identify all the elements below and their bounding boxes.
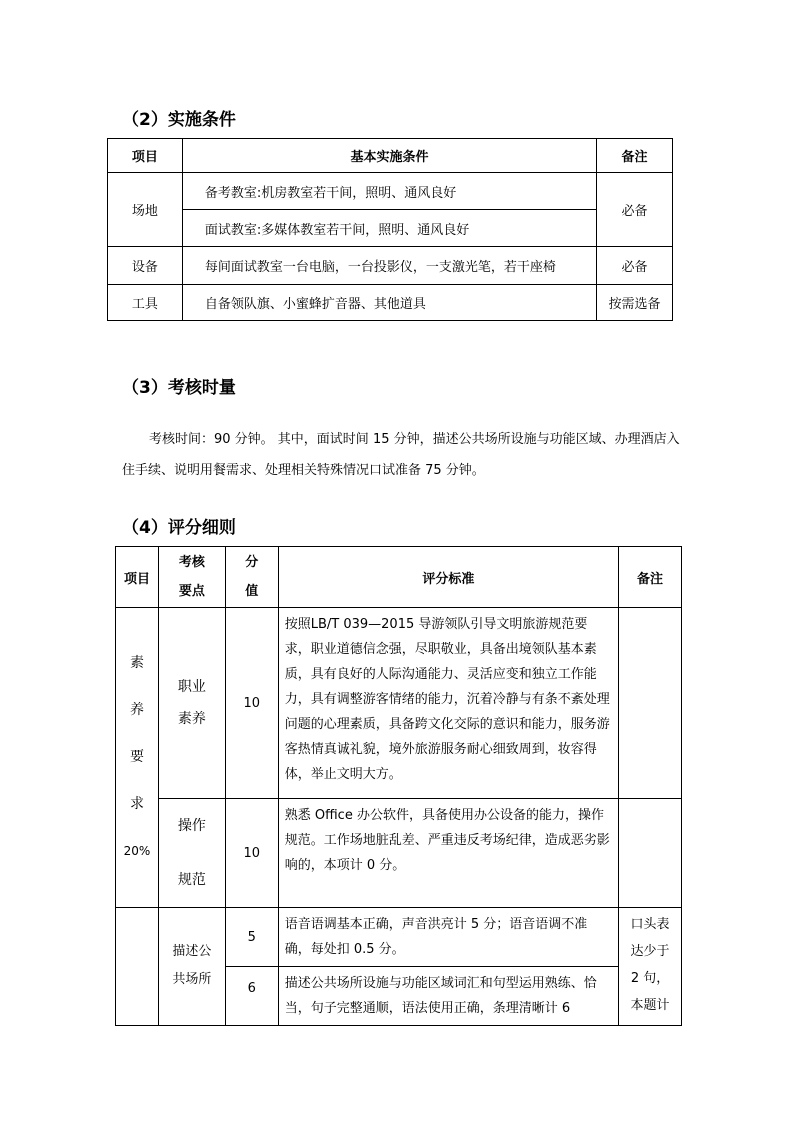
tools-text: 自备领队旗、小蜜蜂扩音器、其他道具: [182, 285, 596, 321]
header-item: 项目: [108, 139, 183, 173]
note-describe-line-3: 2 句，: [630, 971, 670, 986]
standard-pronunciation: 语音语调基本正确，声音洪亮计 5 分；语音语调不准确，每处扣 0.5 分。: [278, 908, 618, 967]
venue-item-1: 备考教室:机房教室若干间，照明、通风良好: [182, 173, 596, 210]
venue-label: 场地: [108, 173, 183, 247]
header-point: [158, 547, 225, 608]
quality-char-3: 要: [129, 749, 144, 765]
duration-paragraph: 考核时间：90 分钟。 其中，面试时间 15 分钟，描述公共场所设施与功能区域、办理酒店入住手续、说明用餐需求、处理相关特殊情况口试准备 75 分钟。: [122, 432, 680, 478]
header-score-line-2: 值: [245, 584, 259, 599]
note-professional: [619, 608, 682, 799]
section-3-title: （3）考核时量: [122, 378, 236, 398]
header-note: 备注: [597, 139, 673, 173]
standard-operation: 熟悉 Office 办公软件，具备使用办公设备的能力，操作规范。工作场地脏乱差、严重违反考场纪律，造成恶劣影响的，本项计 0 分。: [278, 799, 618, 908]
quality-percentage: 20%: [123, 844, 151, 858]
note-describe: [619, 908, 682, 1026]
quality-char-2: 养: [129, 702, 144, 718]
quality-char-1: 素: [129, 655, 144, 671]
point-professional-line-1: 职业: [177, 679, 206, 695]
section-4-title: （4）评分细则: [122, 518, 236, 538]
point-professional: [158, 608, 225, 799]
venue-item-2: 面试教室:多媒体教室若干间，照明、通风良好: [182, 210, 596, 247]
score-pronunciation: 5: [225, 908, 278, 967]
score-vocabulary: 6: [225, 967, 278, 1026]
tools-label: 工具: [108, 285, 183, 321]
scoring-table: [115, 546, 682, 1026]
header-score-line-1: 分: [245, 555, 259, 570]
note-operation: [619, 799, 682, 908]
header-point-line-2: 要点: [178, 584, 205, 599]
point-professional-line-2: 素养: [177, 711, 206, 727]
point-operation: [158, 799, 225, 908]
venue-note: 必备: [597, 173, 673, 247]
quality-group-label: [116, 608, 159, 908]
note-describe-line-1: 口头表: [630, 917, 670, 932]
quality-char-4: 求: [129, 796, 144, 812]
tools-note: 按需选备: [597, 285, 673, 321]
point-describe-line-1: 描述公: [172, 944, 212, 959]
header-score: [225, 547, 278, 608]
header-conditions: 基本实施条件: [182, 139, 596, 173]
header-note: 备注: [619, 547, 682, 608]
header-point-line-1: 考核: [178, 555, 205, 570]
equipment-note: 必备: [597, 247, 673, 285]
section-2-title: （2）实施条件: [122, 110, 236, 130]
point-describe: [158, 908, 225, 1026]
group-2-label: [116, 908, 159, 1026]
point-describe-line-2: 共场所: [172, 972, 212, 987]
point-operation-line-1: 操作: [177, 818, 206, 834]
equipment-label: 设备: [108, 247, 183, 285]
note-describe-line-2: 达少于: [630, 944, 670, 959]
note-describe-line-4: 本题计: [630, 998, 670, 1013]
conditions-table: [107, 138, 673, 321]
score-professional: 10: [225, 608, 278, 799]
header-standard: 评分标准: [278, 547, 618, 608]
standard-vocabulary: 描述公共场所设施与功能区域词汇和句型运用熟练、恰当，句子完整通顺，语法使用正确，条理清晰计 6: [278, 967, 618, 1026]
header-item: 项目: [116, 547, 159, 608]
point-operation-line-2: 规范: [177, 872, 206, 888]
score-operation: 10: [225, 799, 278, 908]
standard-professional: 按照LB/T 039—2015 导游领队引导文明旅游规范要求，职业道德信念强，尽职敬业，具备出境领队基本素质，具有良好的人际沟通能力、灵活应变和独立工作能力，具有调整游客情绪的能力，沉着冷静与有条不紊处理问题的心理素质，具备跨文化交际的意识和能力，服务游客热情真诚礼貌，境外旅游服务耐心细致周到，妆容得体，举止文明大方。: [278, 608, 618, 799]
equipment-text: 每间面试教室一台电脑，一台投影仪，一支激光笔，若干座椅: [182, 247, 596, 285]
